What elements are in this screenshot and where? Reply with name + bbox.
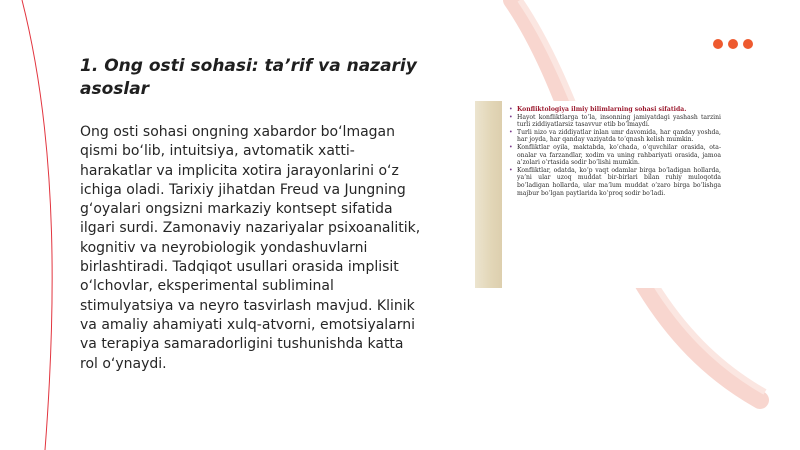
document-item: • Turli nizo va ziddiyatlar inlan umr davomida, har qanday yoshda, har joyda, har qanday vaziyatda to‘qnash kelish mumkin. <box>509 129 721 144</box>
document-image <box>475 101 727 288</box>
three-dots-icon <box>713 39 753 49</box>
document-list <box>509 106 721 197</box>
document-spine <box>475 101 502 288</box>
decorative-red-line <box>22 0 52 450</box>
document-item: • Konfliktlar, odatda, ko‘p vaqt odamlar birga bo‘ladigan hollarda, ya’ni ular uzoq muddat bir-birlari bilan ruhiy muloqotda bo‘ladigan hollarda, ular ma’lum muddat o‘zaro birga bo‘lishga majbur bo‘lgan paytlarida ko‘proq sodir bo‘ladi. <box>509 167 721 197</box>
dot <box>713 39 723 49</box>
document-heading <box>509 106 721 114</box>
slide-title: 1. Ong osti sohasi: ta’rif va nazariy asoslar <box>80 56 417 99</box>
document-item: • Hayot konfliktlarga to‘la, insonning jamiyatdagi yashash tarzini turli ziddiyatlarsiz tasavvur etib bo‘lmaydi. <box>509 114 721 129</box>
document-heading-text: Konfliktologiya ilmiy bilimlarning sohasi sifatida. <box>517 106 687 113</box>
dot <box>743 39 753 49</box>
document-item: • Konfliktlar oyila, maktabda, ko‘chada, o‘quvchilar orasida, ota- onalar va farzandlar, xodim va uning rahbariyati orasida, jamoa a’zolari o‘rtasida sodir bo‘lishi mumkin. <box>509 144 721 167</box>
dot <box>728 39 738 49</box>
slide-body-text: Ong osti sohasi ongning xabardor bo‘lmagan qismi bo‘lib, intuitsiya, avtomatik xatti-harakatlar va implicita xotira jarayonlarini o‘z ichiga oladi. Tarixiy jihatdan Freud va Jungning g‘oyalari ongsizni markaziy kontsept sifatida ilgari surdi. Zamonaviy nazariyalar psixoanalitik, kognitiv va neyrobiologik yondashuvlarni birlashtiradi. Tadqiqot usullari orasida implisit o‘lchovlar, eksperimental subliminal stimulyatsiya va neyro tasvirlash mavjud. Klinik va amaliy ahamiyati xulq-atvorni, emotsiyalarni va terapiya samaradorligini tushunishda katta rol o‘ynaydi. <box>80 124 421 372</box>
